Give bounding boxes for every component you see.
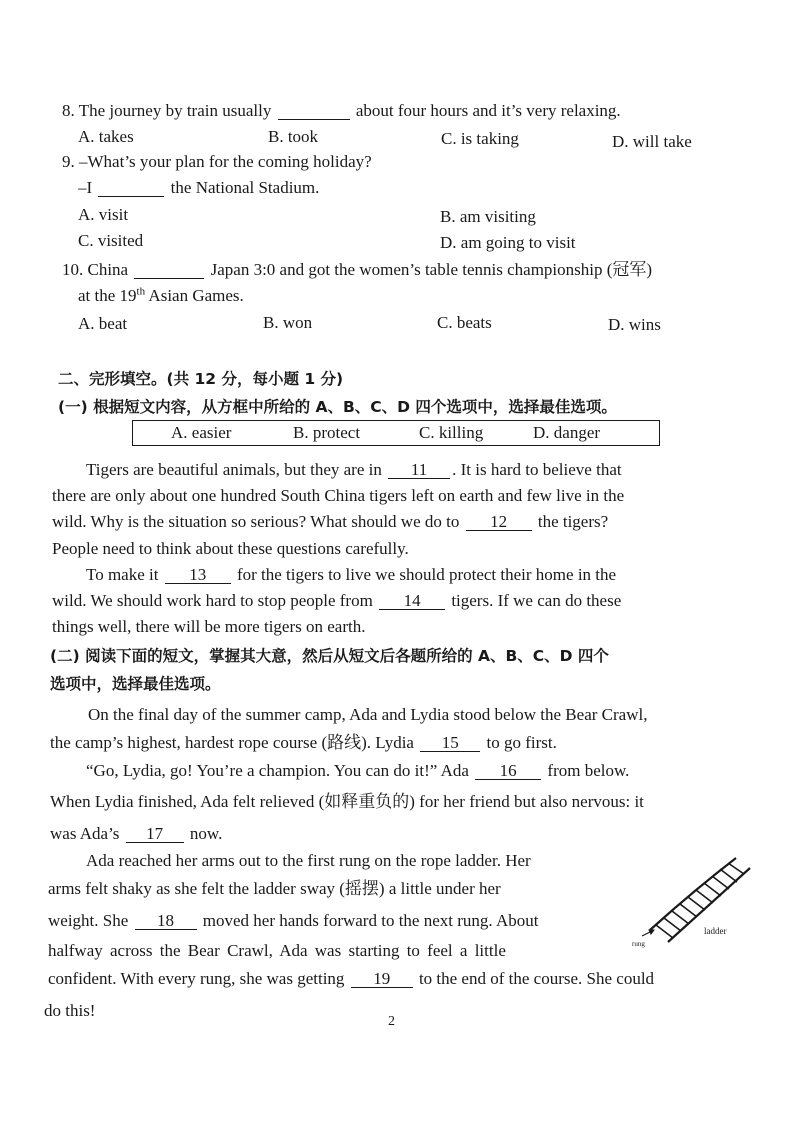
word-option-a: A. easier (171, 423, 232, 442)
passage-text: the tigers? (537, 512, 609, 531)
passage-line (50, 823, 222, 845)
question-10-stem (62, 259, 652, 281)
passage-text: confident. With every rung, she was getting (48, 969, 345, 988)
passage-text: the camp’s highest, hardest rope course (路线). Lydia (50, 733, 414, 752)
cloze-blank-19: 19 (351, 970, 413, 988)
passage-line: Ada reached her arms out to the first rung on the rope ladder. Her (86, 851, 531, 870)
passage-text: wild. Why is the situation so serious? What should we do to (52, 512, 460, 531)
question-10-line2 (78, 285, 244, 307)
passage-text: was Ada’s (50, 824, 120, 843)
passage-line: halfway across the Bear Crawl, Ada was starting to feel a little (48, 941, 506, 960)
question-number: 10. (62, 260, 84, 279)
passage-line: things well, there will be more tigers on earth. (52, 617, 366, 636)
answer-blank (98, 179, 164, 197)
question-8-stem (62, 100, 621, 122)
option-b: B. am visiting (440, 207, 536, 226)
option-a: A. takes (78, 127, 134, 146)
word-box (132, 420, 660, 446)
passage-line (48, 910, 538, 932)
passage-text: Tigers are beautiful animals, but they are in (86, 460, 382, 479)
cloze-blank-16: 16 (475, 762, 541, 780)
stem-text: Asian Games. (145, 286, 244, 305)
stem-text: about four hours and it’s very relaxing. (355, 101, 621, 120)
superscript: th (136, 285, 146, 298)
option-a: A. beat (78, 314, 128, 333)
question-number: 8. (62, 101, 75, 120)
passage-text: from below. (547, 761, 630, 780)
cloze-blank-17: 17 (126, 825, 184, 843)
passage-line: do this! (44, 1001, 96, 1020)
option-d: D. wins (608, 315, 661, 334)
passage-line: People need to think about these questions carefully. (52, 539, 409, 558)
option-c: C. is taking (441, 129, 519, 148)
passage-line (86, 564, 616, 586)
answer-text: the National Stadium. (170, 178, 320, 197)
passage-line: there are only about one hundred South China tigers left on earth and few live in the (52, 486, 625, 505)
passage-text: To make it (86, 565, 159, 584)
option-a: A. visit (78, 205, 129, 224)
passage-text: weight. She (48, 911, 129, 930)
passage-text: to go first. (486, 733, 557, 752)
part1-instruction: (一) 根据短文内容，从方框中所给的 A、B、C、D 四个选项中，选择最佳选项。 (58, 398, 617, 416)
cloze-blank-14: 14 (379, 592, 445, 610)
stem-text: China (87, 260, 129, 279)
option-d: D. am going to visit (440, 233, 576, 252)
option-b: B. won (263, 313, 313, 332)
option-c: C. beats (437, 313, 492, 332)
passage-text: tigers. If we can do these (451, 591, 622, 610)
passage-text: . It is hard to believe that (452, 460, 622, 479)
question-number: 9. (62, 152, 75, 171)
part2-instruction: (二) 阅读下面的短文，掌握其大意，然后从短文后各题所给的 A、B、C、D 四个 (50, 647, 609, 665)
word-option-c: C. killing (419, 423, 484, 442)
option-c: C. visited (78, 231, 144, 250)
passage-text: moved her hands forward to the next rung. About (202, 911, 539, 930)
cloze-blank-18: 18 (135, 912, 197, 930)
cloze-blank-11: 11 (388, 461, 450, 479)
passage-text: now. (189, 824, 223, 843)
stem-text: The journey by train usually (78, 101, 272, 120)
ladder-label: ladder (704, 926, 727, 936)
passage-line: arms felt shaky as she felt the ladder sway (摇摆) a little under her (48, 879, 501, 898)
question-9-answer-line (78, 177, 319, 199)
passage-line (50, 732, 557, 754)
passage-text: wild. We should work hard to stop people from (52, 591, 373, 610)
cloze-blank-13: 13 (165, 566, 231, 584)
rung-label: rung (632, 940, 645, 948)
word-option-d: D. danger (533, 423, 601, 442)
question-9-prompt (62, 151, 372, 173)
passage-line (52, 590, 621, 612)
part2-instruction: 选项中，选择最佳选项。 (50, 675, 221, 693)
option-b: B. took (268, 127, 319, 146)
passage-line: When Lydia finished, Ada felt relieved (如释重负的) for her friend but also nervous: it (50, 792, 644, 811)
passage-text: to the end of the course. She could (418, 969, 655, 988)
passage-text: for the tigers to live we should protect their home in the (236, 565, 617, 584)
ladder-icon (642, 858, 750, 942)
cloze-blank-15: 15 (420, 734, 480, 752)
passage-line (86, 459, 622, 481)
answer-prefix: –I (78, 178, 93, 197)
passage-text: “Go, Lydia, go! You’re a champion. You can do it!” Ada (86, 761, 469, 780)
stem-text: Japan 3:0 and got the women’s table tennis championship (冠军) (210, 260, 653, 279)
passage-line (48, 968, 654, 990)
word-option-b: B. protect (293, 423, 361, 442)
passage-line (86, 760, 629, 782)
passage-line: On the final day of the summer camp, Ada and Lydia stood below the Bear Crawl, (88, 705, 648, 724)
stem-text: at the 19 (78, 286, 137, 305)
answer-blank (134, 261, 204, 279)
page-number: 2 (388, 1014, 395, 1029)
prompt-text: –What’s your plan for the coming holiday? (79, 152, 372, 171)
rope-ladder-illustration (632, 852, 760, 948)
cloze-blank-12: 12 (466, 513, 532, 531)
section-heading: 二、完形填空。(共 12 分，每小题 1 分) (58, 370, 344, 388)
option-d: D. will take (612, 132, 692, 151)
answer-blank (278, 102, 350, 120)
passage-line (52, 511, 608, 533)
